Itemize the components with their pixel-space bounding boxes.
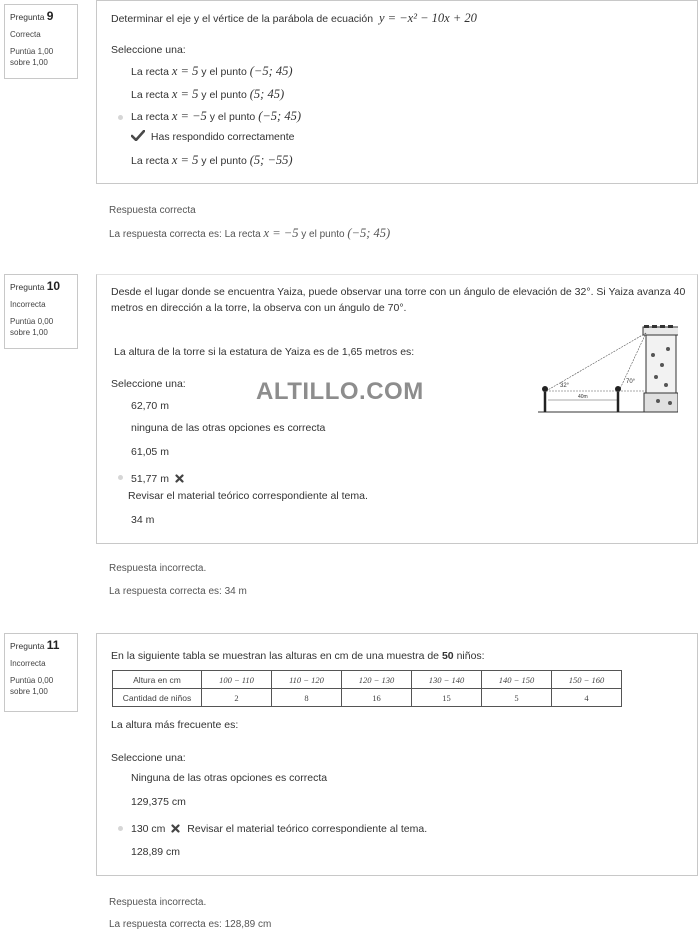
question-number: 9 [46,9,54,23]
question-number: 10 [46,279,61,293]
table-cell: 4 [552,689,622,707]
grade-line-2: sobre 1,00 [10,687,48,696]
question-prompt: Determinar el eje y el vértice de la parábola de ecuación [111,13,374,25]
select-label: Seleccione una: [111,44,186,56]
question-label [10,281,72,293]
option-feedback: Revisar el material teórico correspondiente al tema. [128,490,368,502]
answer-option-a[interactable]: Ninguna de las otras opciones es correcta [131,772,328,784]
question-state: Incorrecta [10,300,46,309]
result-text: Respuesta incorrecta. [109,563,207,574]
watermark: ALTILLO.COM [256,378,424,405]
question-info-11 [4,633,78,712]
correct-answer [109,226,390,241]
question-label-text: Pregunta [10,12,45,22]
answer-option-c[interactable] [131,823,427,835]
question-label-text: Pregunta [10,641,45,651]
table-cell: 150 − 160 [552,671,622,689]
table-cell: 130 − 140 [412,671,482,689]
question-content-11 [96,633,698,876]
grade-line-1: Puntúa 1,00 [10,47,54,56]
question-label [10,640,72,652]
check-icon [131,130,145,141]
option-feedback: Revisar el material teórico correspondiente al tema. [187,823,428,835]
question-info-9 [4,4,78,79]
table-cell: 16 [342,689,412,707]
option-axis: x = 5 [171,153,199,167]
answer-option-d[interactable] [131,473,184,485]
prompt-bold: 50 [441,650,454,662]
grade-line-1: Puntúa 0,00 [10,676,54,685]
selected-radio[interactable] [118,826,123,831]
table-cell: 110 − 120 [272,671,342,689]
option-mid: y el punto [209,111,256,123]
answer-option-b[interactable]: 129,375 cm [131,796,186,808]
option-point: (5; −55) [249,153,293,167]
question-content-9 [96,0,698,184]
option-prefix: La recta [131,89,169,101]
question-content-10 [96,274,698,544]
answer-option-a[interactable] [131,64,293,79]
table-row [113,671,622,689]
question-state: Incorrecta [10,659,46,668]
question-subtext: La altura más frecuente es: [111,719,239,731]
grade-line-2: sobre 1,00 [10,58,48,67]
table-cell: 15 [412,689,482,707]
option-axis: x = −5 [171,109,207,123]
question-grade [10,316,72,338]
cross-icon [175,474,184,483]
table-cell: 140 − 150 [482,671,552,689]
frequency-table [112,670,622,707]
answer-option-e[interactable]: 34 m [131,514,155,526]
selected-radio[interactable] [118,115,123,120]
prompt-end: niños: [456,650,485,662]
selected-radio[interactable] [118,475,123,480]
table-cell: 120 − 130 [342,671,412,689]
question-text-line-3: La altura de la torre si la estatura de Yaiza es de 1,65 metros es: [114,346,415,358]
answer-option-b[interactable] [131,87,284,102]
option-prefix: La recta [131,155,169,167]
option-axis: x = 5 [171,64,199,78]
answer-option-d[interactable] [131,153,293,168]
option-mid: y el punto [201,66,247,78]
question-label [10,11,72,23]
option-text: 130 cm [131,823,166,835]
answer-option-c[interactable]: 61,05 m [131,446,169,458]
question-text-line-1: Desde el lugar donde se encuentra Yaiza, puede observar una torre con un ángulo de elevación de 32°. Si Yaiza avanza 40 [111,286,686,298]
table-cell: 100 − 110 [202,671,272,689]
option-mid: y el punto [201,155,247,167]
table-row [113,689,622,707]
answer-option-b[interactable]: ninguna de las otras opciones es correcta [131,422,326,434]
equation: y = −x² − 10x + 20 [379,11,477,25]
question-text-line-2: metros en dirección a la torre, la observa con un ángulo de 70°. [111,302,407,314]
prompt-start: En la siguiente tabla se muestran las alturas en cm de una muestra de [111,650,440,662]
question-number: 11 [46,638,60,652]
correct-point: (−5; 45) [347,226,391,240]
grade-line-1: Puntúa 0,00 [10,317,54,326]
select-label: Seleccione una: [111,378,186,390]
answer-option-a[interactable]: 62,70 m [131,400,169,412]
question-text [111,10,477,27]
table-cell: 8 [272,689,342,707]
question-state: Correcta [10,30,41,39]
table-header-cell: Altura en cm [113,671,202,689]
angle-label-2: 70° [626,379,636,385]
answer-option-c[interactable] [131,109,301,124]
question-grade [10,46,72,68]
grade-line-2: sobre 1,00 [10,328,48,337]
correct-prefix: La respuesta correcta es: La recta [109,229,261,240]
feedback-text: Has respondido correctamente [150,131,295,143]
result-text: Respuesta incorrecta. [109,897,207,908]
option-prefix: La recta [131,66,169,78]
option-point: (5; 45) [249,87,285,101]
option-point: (−5; 45) [249,64,293,78]
correct-answer: La respuesta correcta es: 128,89 cm [109,919,272,930]
select-label: Seleccione una: [111,752,186,764]
question-text [111,648,485,664]
option-prefix: La recta [131,111,169,123]
question-label-text: Pregunta [10,282,45,292]
table-cell: 5 [482,689,552,707]
table-header-cell: Cantidad de niños [113,689,202,707]
option-text: 51,77 m [131,473,169,485]
correct-mid: y el punto [301,229,345,240]
correct-axis: x = −5 [263,226,299,240]
option-point: (−5; 45) [258,109,301,123]
result-text: Respuesta correcta [109,205,196,216]
option-axis: x = 5 [171,87,199,101]
tower-diagram [538,325,678,417]
correct-answer: La respuesta correcta es: 34 m [109,586,247,597]
question-info-10 [4,274,78,349]
distance-label: 40m [578,394,588,400]
table-cell: 2 [202,689,272,707]
cross-icon [171,824,180,833]
question-grade [10,675,72,697]
option-feedback [131,130,295,143]
option-mid: y el punto [201,89,247,101]
angle-label-1: 32° [560,383,570,389]
answer-option-d[interactable]: 128,89 cm [131,846,181,858]
